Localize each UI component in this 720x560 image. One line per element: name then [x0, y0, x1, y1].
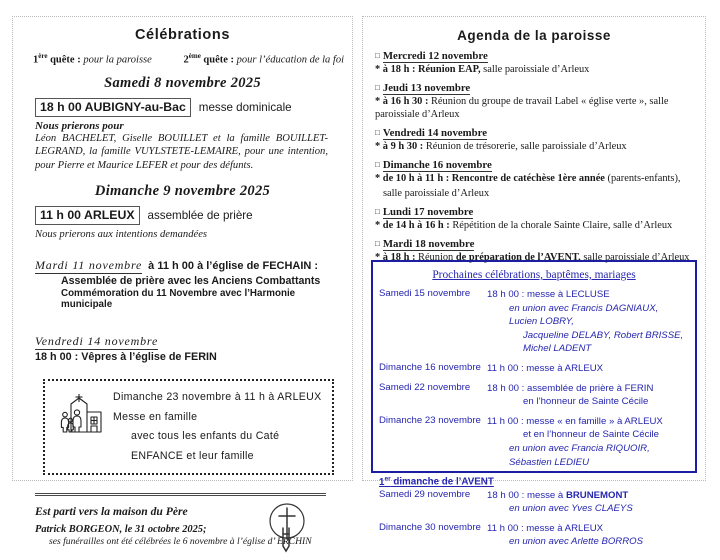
upcoming-row-3-extra-1: en union avec Francia RIQUOIR, Sébastien LEDIEU [509, 443, 650, 468]
square-bullet-icon: □ [375, 206, 380, 216]
agenda-item-5-lead: * à 18 h : [375, 251, 419, 263]
upcoming-row-4-body [487, 489, 689, 516]
quete-2-rank: 2 [183, 54, 189, 66]
mass-kind-saturday: messe dominicale [198, 100, 292, 114]
family-mass-text [113, 388, 326, 466]
agenda-item-4-date [375, 206, 697, 218]
event-tuesday-date: Mardi 11 novembre [35, 257, 143, 272]
square-bullet-icon: □ [375, 160, 380, 170]
agenda-item-2-date [375, 127, 697, 139]
square-bullet-icon: □ [375, 51, 380, 60]
upcoming-row-4-date: Samedi 29 novembre [379, 488, 471, 500]
upcoming-row-0-extra-1: Jacqueline DELABY, Robert BRISSE, Michel LADENT [523, 329, 684, 355]
upcoming-row-3-body [487, 415, 689, 469]
agenda-item-0-date-label: Mercredi 12 novembre [382, 50, 488, 62]
agenda-item-4 [371, 206, 697, 232]
mass-time-badge-saturday: 18 h 00 AUBIGNY-au-Bac [35, 98, 191, 117]
quete-2-label: quête : [200, 54, 237, 66]
agenda-item-1-line-0 [375, 95, 697, 121]
agenda-item-2-lead: * à 9 h 30 : [375, 141, 426, 153]
day-heading-sunday: Dimanche 9 novembre 2025 [94, 183, 271, 200]
agenda-item-0-date [375, 50, 697, 62]
funeral-heading: Est parti vers la maison du Père [35, 505, 188, 519]
page-title-agenda: Agenda de la paroisse [457, 28, 611, 43]
pray-body-saturday: Léon BACHELET, Giselle BOUILLET et la famille BOUILLET-LEGRAND, la famille VUYLSTETE-LEMAIRE, pour une intention, pour Pierre et Maurice LEFER et pour des défunts. [35, 132, 328, 171]
quete-2-exp: ème [188, 52, 201, 60]
upcoming-row-0-extra-0: en union avec Francis DAGNIAUX, Lucien LOBRY, [509, 302, 659, 328]
upcoming-row-2-date: Samedi 22 novembre [379, 381, 471, 393]
upcoming-row-0-date: Samedi 15 novembre [379, 288, 471, 299]
agenda-item-5-strong: de préparation de l’AVENT, [455, 251, 581, 263]
agenda-item-4-lead: * de 14 h à 16 h : [375, 219, 453, 231]
quete-2-value: pour l’éducation de la foi [236, 54, 344, 66]
event-friday-date: Vendredi 14 novembre [35, 333, 159, 348]
quete-1-exp: ère [38, 52, 48, 60]
upcoming-row-2 [379, 382, 689, 409]
agenda-item-0 [371, 50, 697, 76]
pray-head-sunday: Nous prierons aux intentions demandées [35, 229, 208, 241]
agenda-item-5-rest: Réunion [418, 251, 456, 263]
square-bullet-icon: □ [375, 238, 380, 248]
cross-in-circle-icon [264, 499, 310, 560]
agenda-item-4-date-label: Lundi 17 novembre [382, 205, 474, 218]
quete-1-rank: 1 [33, 54, 39, 66]
agenda-item-3-strong: Rencontre de catéchèse 1ère année [451, 173, 605, 185]
upcoming-row-4-main [487, 489, 689, 503]
upcoming-row-1-body [487, 362, 689, 376]
agenda-item-1-date [375, 82, 697, 94]
event-tuesday-sub1: Assemblée de prière avec les Anciens Combattants [61, 274, 321, 287]
family-mass-line3: avec tous les enfants du Caté ENFANCE et leur famille [131, 430, 280, 462]
upcoming-row-5-main: 11 h 00 : messe à ARLEUX [487, 522, 604, 534]
event-friday [21, 332, 344, 363]
family-mass-box [43, 379, 334, 475]
agenda-item-0-rest: salle paroissiale d’Arleux [480, 64, 590, 75]
upcoming-row-4-main-text: 18 h 00 : messe à [487, 489, 566, 501]
family-mass-line2: Messe en famille [113, 410, 198, 423]
advent-ordinal: 1er [379, 475, 391, 488]
quete-1-value: pour la paroisse [83, 54, 152, 66]
upcoming-row-1-main: 11 h 00 : messe à ARLEUX [487, 363, 604, 375]
event-tuesday-inline: à 11 h 00 à l’église de FECHAIN : [148, 259, 319, 272]
upcoming-row-3 [379, 415, 689, 469]
agenda-item-3-lead: * de 10 h à 11 h : [375, 173, 452, 185]
quete-2 [184, 52, 345, 66]
square-bullet-icon: □ [375, 128, 380, 138]
agenda-item-1 [371, 82, 697, 121]
upcoming-row-0 [379, 288, 689, 356]
quete-1-label: quête : [47, 54, 84, 66]
quetes-row [33, 52, 344, 66]
advent-label [379, 475, 689, 487]
family-mass-line1: Dimanche 23 novembre à 11 h à ARLEUX [113, 390, 322, 403]
event-tuesday-sub2: Commémoration du 11 Novembre avec l’Harmonie municipale [61, 287, 296, 310]
upcoming-row-5-body [487, 522, 689, 549]
mass-time-badge-sunday: 11 h 00 ARLEUX [35, 206, 140, 225]
agenda-item-5-date [375, 238, 697, 250]
agenda-item-3-line-0 [375, 172, 697, 185]
square-bullet-icon: □ [375, 83, 380, 93]
agenda-item-4-rest: Répétition de la chorale Sainte Claire, salle d’Arleux [452, 219, 673, 231]
celebrations-panel [12, 16, 353, 548]
agenda-item-4-line-0 [375, 219, 697, 232]
agenda-item-3-date-label: Dimanche 16 novembre [382, 159, 492, 172]
agenda-item-3 [371, 159, 697, 199]
advent-rest: dimanche de l’AVENT [390, 476, 494, 488]
agenda-item-5-tail: salle paroissiale d’Arleux [580, 251, 690, 263]
mass-entry-saturday [35, 98, 344, 117]
upcoming-row-4-main-bold: BRUNEMONT [565, 489, 629, 501]
agenda-item-1-lead: * à 16 h 30 : [375, 96, 431, 108]
agenda-item-0-line-0 [375, 63, 697, 76]
upcoming-row-2-main: 18 h 00 : assemblée de prière à FERIN [487, 382, 654, 394]
upcoming-row-3-date: Dimanche 23 novembre [379, 414, 481, 426]
event-tuesday [21, 256, 344, 310]
day-heading-saturday: Samedi 8 novembre 2025 [104, 74, 261, 91]
funeral-detail: ses funérailles ont été célébrées le 6 novembre à l’église d’ ERCHIN [49, 536, 312, 548]
upcoming-row-5 [379, 522, 689, 549]
agenda-item-0-strong: Réunion EAP, [418, 64, 481, 75]
upcoming-row-5-date: Dimanche 30 novembre [379, 521, 481, 533]
funeral-name: Patrick BORGEON, le 31 octobre 2025; [35, 524, 207, 536]
upcoming-row-3-main: 11 h 00 : messe « en famille » à ARLEUX [487, 415, 663, 427]
agenda-item-5-date-label: Mardi 18 novembre [382, 237, 475, 250]
agenda-item-3-date [375, 159, 697, 171]
upcoming-row-4 [379, 489, 689, 516]
upcoming-row-5-extra-0: en union avec Arlette BORROS [509, 536, 644, 548]
church-family-icon [53, 390, 105, 441]
agenda-item-3-rest: (parents-enfants), [604, 173, 681, 185]
agenda-item-2-line-0 [375, 140, 697, 153]
upcoming-row-1 [379, 362, 689, 376]
agenda-item-2 [371, 127, 697, 153]
agenda-panel [362, 16, 706, 548]
upcoming-row-2-extra-0: en l’honneur de Sainte Cécile [523, 396, 649, 408]
upcoming-title: Prochaines célébrations, baptêmes, mariages [432, 269, 636, 281]
event-friday-time: 18 h 00 : Vêpres à l’église de FERIN [35, 350, 217, 363]
funeral-notice [35, 505, 344, 547]
agenda-item-3-rest-2: salle paroissiale d’Arleux [383, 187, 490, 199]
upcoming-row-2-body [487, 382, 689, 409]
upcoming-celebrations-box [371, 260, 697, 548]
mass-kind-sunday: assemblée de prière [147, 209, 253, 223]
mass-entry-sunday [35, 206, 344, 225]
section-divider [35, 493, 326, 496]
agenda-item-0-lead: * à 18 h : [375, 64, 419, 75]
upcoming-row-0-body [487, 288, 689, 356]
upcoming-row-0-main: 18 h 00 : messe à LECLUSE [487, 289, 610, 300]
quete-1 [33, 52, 184, 66]
agenda-item-1-rest: Réunion du groupe de travail Label « église verte », salle paroissiale d’Arleux [375, 96, 669, 121]
agenda-item-2-rest: Réunion de trésorerie, salle paroissiale d’Arleux [425, 141, 627, 153]
upcoming-row-1-date: Dimanche 16 novembre [379, 362, 481, 374]
pray-head-saturday: Nous prierons pour [35, 119, 124, 132]
page-title-celebrations: Célébrations [134, 27, 231, 43]
agenda-item-2-date-label: Vendredi 14 novembre [382, 127, 488, 140]
upcoming-row-3-extra-0: et en l’honneur de Sainte Cécile [523, 429, 660, 441]
agenda-item-3-line-1 [383, 187, 697, 200]
upcoming-row-4-extra-0: en union avec Yves CLAEYS [509, 503, 633, 515]
agenda-item-1-date-label: Jeudi 13 novembre [382, 82, 471, 95]
